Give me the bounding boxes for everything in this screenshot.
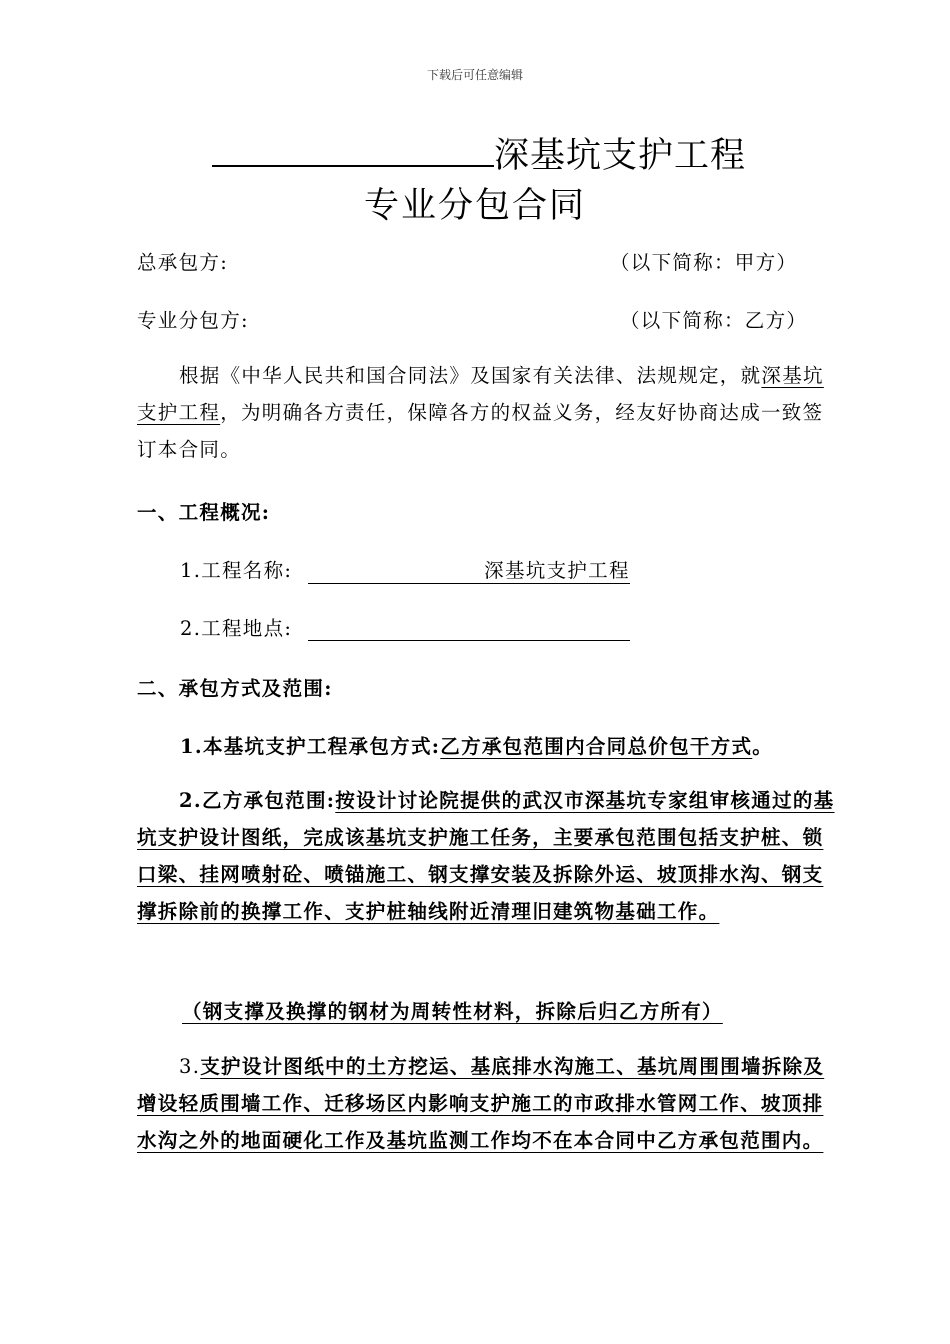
intro-paragraph bbox=[137, 357, 837, 468]
title-blank-line bbox=[212, 135, 494, 167]
contract-method-row bbox=[180, 731, 773, 759]
exclusions-paragraph bbox=[137, 1048, 837, 1159]
section1-heading: 一、工程概况: bbox=[137, 501, 271, 524]
section2-heading: 二、承包方式及范围: bbox=[137, 677, 333, 700]
party-b-label: 专业分包方: bbox=[137, 309, 249, 332]
project-name-row bbox=[180, 555, 630, 584]
steel-note: （钢支撑及换撑的钢材为周转性材料，拆除后归乙方所有） bbox=[182, 1000, 723, 1023]
party-a-abbrev: （以下简称：甲方） bbox=[610, 251, 798, 274]
contract-method-value: 乙方承包范围内合同总价包干方式 bbox=[440, 735, 753, 758]
party-b-abbrev: （以下简称：乙方） bbox=[620, 309, 808, 332]
scope-value: 按设计讨论院提供的武汉市深基坑专家组审核通过的基坑支护设计图纸，完成该基坑支护施工任务，主要承包范围包括支护桩、锁口梁、挂网喷射砼、喷锚施工、钢支撑安装及拆除外运、坡顶排水沟、钢支撑拆除前的换撑工作、支护桩轴线附近清理旧建筑物基础工作。 bbox=[137, 789, 835, 923]
intro-text-1: 根据《中华人民共和国合同法》及国家有关法律、法规规定，就 bbox=[179, 364, 762, 387]
contract-method-end: 。 bbox=[752, 735, 774, 758]
project-name-label: 1.工程名称: bbox=[180, 559, 293, 582]
exclusions-value: 支护设计图纸中的土方挖运、基底排水沟施工、基坑周围围墙拆除及增设轻质围墙工作、迁移场区内影响支护施工的市政排水管网工作、坡顶排水沟之外的地面硬化工作及基坑监测工作均不在本合同中乙方承包范围内。 bbox=[137, 1055, 825, 1152]
scope-paragraph bbox=[137, 782, 837, 930]
party-a-label: 总承包方: bbox=[137, 251, 229, 274]
project-name-value: 深基坑支护工程 bbox=[484, 559, 630, 582]
intro-project-name: 深基坑支护工程 bbox=[137, 364, 824, 424]
exclusions-label: 3. bbox=[179, 1055, 201, 1078]
project-location-blank bbox=[308, 618, 630, 641]
contract-method-label: 1.本基坑支护工程承包方式: bbox=[180, 735, 441, 758]
title-project-name: 深基坑支护工程 bbox=[494, 136, 747, 176]
project-name-field bbox=[308, 555, 630, 584]
scope-label: 2.乙方承包范围: bbox=[179, 789, 336, 812]
intro-text-2: ，为明确各方责任，保障各方的权益义务，经友好协商达成一致签订本合同。 bbox=[137, 401, 824, 461]
project-location-label: 2.工程地点: bbox=[180, 617, 293, 640]
contract-title-line1 bbox=[212, 128, 746, 178]
contract-title-line2: 专业分包合同 bbox=[363, 186, 586, 226]
header-note: 下载后可任意编辑 bbox=[426, 68, 523, 82]
project-location-row bbox=[180, 613, 630, 641]
